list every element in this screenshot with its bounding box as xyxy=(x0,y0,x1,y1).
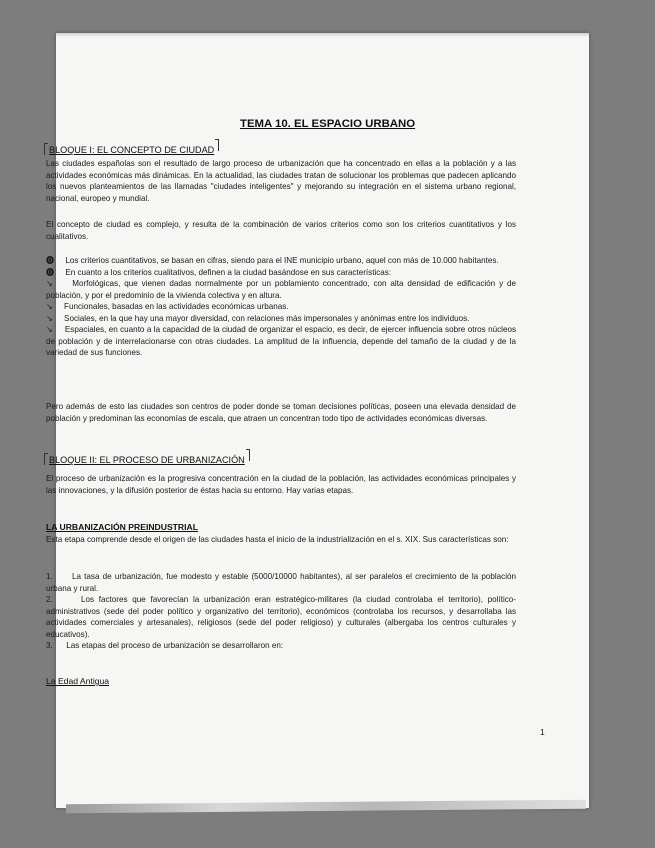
bracket-right-icon xyxy=(215,139,219,151)
paragraph-etapa: Esta etapa comprende desde el origen de las ciudades hasta el inicio de la industrialización en el s. XIX. Sus características son: xyxy=(46,535,509,544)
bracket-right-icon xyxy=(246,449,250,461)
page-number: 1 xyxy=(540,727,545,737)
paragraph-intro: Las ciudades españolas son el resultado de largo proceso de urbanización que ha concentrado en ellas a la población y a las actividades económicas más dinámicas. En la actualidad, las ciudades tratan de solucionar los problemas que padecen aplicando los nuevos planteamientos de las llamadas "ciudades inteligentes" y mejorando su integración en el sistema urbano regional, nacional, europeo y mundial. xyxy=(46,159,516,203)
bracket-left-icon xyxy=(44,453,48,465)
paragraph-concepto: El concepto de ciudad es complejo, y resulta de la combinación de varios criterios como son los criterios cuantitativos y los cualitativos. xyxy=(46,220,516,241)
page-title: TEMA 10. EL ESPACIO URBANO xyxy=(240,118,416,130)
list-item: 1. La tasa de urbanización, fue modesto y estable (5000/10000 habitantes), al ser paralelos el crecimiento de la población urbana y rural. xyxy=(46,572,517,593)
section-heading-bloque-1: BLOQUE I: EL CONCEPTO DE CIUDAD xyxy=(44,139,219,155)
bullet-icon: ⓿ xyxy=(46,256,55,265)
list-item: 3. Las etapas del proceso de urbanización se desarrollaron en: xyxy=(46,641,284,650)
subheading-preindustrial: LA URBANIZACIÓN PREINDUSTRIAL xyxy=(46,522,198,532)
bracket-left-icon xyxy=(44,143,48,155)
arrow-bullet-icon: ↘ xyxy=(46,279,53,288)
numbered-list xyxy=(46,571,516,652)
arrow-bullet-icon: ↘ xyxy=(46,325,53,334)
arrow-bullet-icon: ↘ xyxy=(46,302,53,311)
arrow-bullet-icon: ↘ xyxy=(46,313,53,323)
list-item: ↘ Espaciales, en cuanto a la capacidad de la ciudad de organizar el espacio, es decir, de ejercer influencia sobre otros núcleos de población y de interrelacionarse con otras ciudades. La amplitud de la influencia, depende del tamaño de la ciudad y de la variedad de sus funciones. xyxy=(46,325,516,357)
list-item: ↘ Funcionales, basadas en las actividades económicas urbanas. xyxy=(46,302,289,311)
list-item: ⓿ En cuanto a los criterios cualitativos, definen a la ciudad basándose en sus características: xyxy=(46,267,392,277)
list-item: ⓿ Los criterios cuantitativos, se basan en cifras, siendo para el INE municipio urbano, aquel con más de 10.000 habitantes. xyxy=(46,256,499,265)
bullet-icon: ⓿ xyxy=(46,267,55,277)
section-heading-bloque-2: BLOQUE II: EL PROCESO DE URBANIZACIÓN xyxy=(44,449,250,465)
paragraph-poder: Pero además de esto las ciudades son centros de poder donde se toman decisiones políticas, poseen una elevada densidad de población y predominan las economías de escala, que atraen un concentran todo tipo de actividades económicas diversas. xyxy=(46,402,516,423)
criteria-list xyxy=(46,255,516,359)
paragraph-proceso: El proceso de urbanización es la progresiva concentración en la ciudad de la población, las actividades económicas principales y las innovaciones, y la difusión posterior de éstas hacia su entorno. Hay varias etapas. xyxy=(46,474,516,495)
list-item: ↘ Morfológicas, que vienen dadas normalmente por un poblamiento concentrado, con alta densidad de edificación y de población, y por el predominio de la vivienda colectiva y en altura. xyxy=(46,279,516,300)
list-item: 2. Los factores que favorecían la urbanización eran estratégico-militares (la ciudad controlaba el territorio), político-administrativos (sede del poder político y organizativo del territorio), económicos (controlaba los recursos, y desarrollaba las actividades comerciales y artesanales), religiosos (sede del poder religioso) y culturales (albergaba los centros culturales y educativos). xyxy=(46,595,517,639)
list-item: ↘ Sociales, en la que hay una mayor diversidad, con relaciones más impersonales y anónimas entre los individuos. xyxy=(46,313,470,323)
subheading-edad-antigua: La Edad Antigua xyxy=(46,676,110,686)
